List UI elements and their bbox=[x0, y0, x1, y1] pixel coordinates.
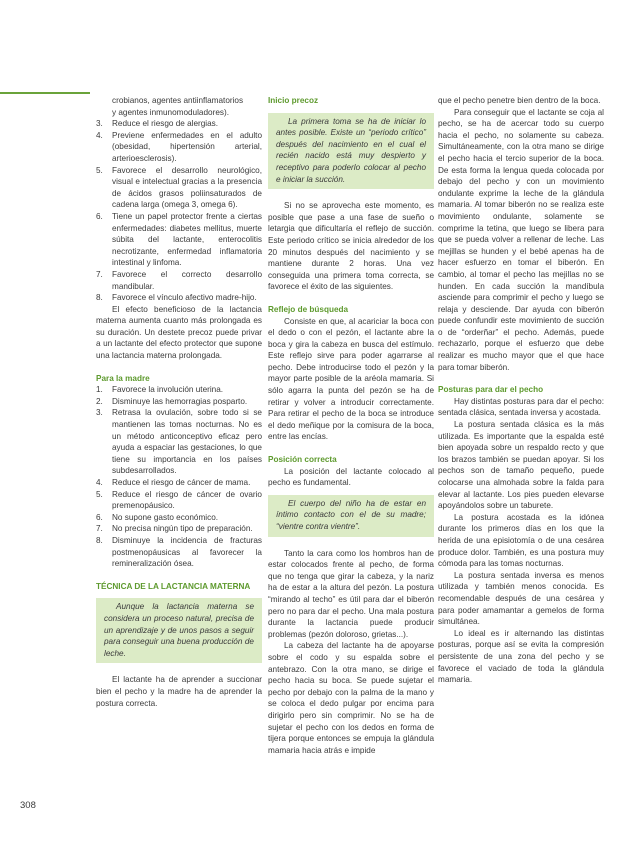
list-item: 5. Favorece el desarrollo neurológico, visual e intelectual gracias a la presencia de ácidos grasos poliinsaturados de cadena larga (omega 3, omega 6). bbox=[96, 165, 262, 210]
paragraph-inicio: Si no se aprovecha este momento, es posible que pase a una fase de sueño o letargia que dificultaría el reflejo de succión. Este periodo crítico se inicia alrededor de los 20 minutos después del nacimiento y se mantiene durante 2 horas. Una vez conseguida una primera toma correcta, se favorece el éxito de las siguientes. bbox=[268, 201, 434, 292]
list-item: 7. Favorece el correcto desarrollo mandibular. bbox=[96, 269, 262, 291]
list-item: 6. No supone gasto económico. bbox=[96, 512, 219, 522]
continuation-line-2: y agentes inmunomoduladores). bbox=[112, 107, 229, 117]
page-number: 308 bbox=[20, 800, 36, 811]
heading-para-la-madre: Para la madre bbox=[96, 373, 150, 383]
heading-inicio-precoz: Inicio precoz bbox=[268, 96, 319, 105]
paragraph-cabeza: La cabeza del lactante ha de apoyarse sobre el codo y su espalda sobre el antebrazo. Con la otra mano, se dirige el pecho hacia su boca. Se puede sujetar el pecho por debajo con la palma de la mano y se coloca el dedo pulgar por encima para dirigirlo pero sin comprimir. No se ha de sujetar el pecho con los dedos en forma de tijera porque entonces se empuja la glándula mamaria hacia atrás e impide bbox=[268, 641, 434, 755]
list-item: 6. Tiene un papel protector frente a ciertas enfermedades: diabetes mellitus, muerte súbita del lactante, enterocolitis necrotizante, enfermedad inflamatoria intestinal y linfoma. bbox=[96, 211, 262, 268]
list-item: 3. Reduce el riesgo de alergias. bbox=[96, 119, 219, 129]
heading-posicion-correcta: Posición correcta bbox=[268, 455, 337, 465]
paragraph-conseguir: Para conseguir que el lactante se coja al pecho, se ha de acercar todo su cuerpo hacia el pecho, no solamente su cabeza. Simultáneamente, con la otra mano se dirige el pecho hacia el tercio superior de la boca. De esta forma la lengua queda colocada por debajo del pecho y con un movimiento ondulante exprime la leche de la glándula mamaria. Al tomar biberón no se realiza este movimiento ondulante, solamente se comprime la tetina, que luego se libera para que se pueda volver a rellenar de leche. Las mejillas se hunden y el bebé apenas ha de hacer esfuerzo en tomar el biberón. En cambio, al tomar el pecho las mejillas no se hunden. En cada succión la mandíbula asciende para comprimir el pecho y luego se relaja y desciende. Dar ayuda con biberón puede confundir este movimiento de succión o de “orderñar” el pecho. Además, puede rechazarlo, porque el esfuerzo que debe realizar es mucho mayor que el que hace para tomar biberón. bbox=[438, 107, 604, 372]
paragraph-lactante: El lactante ha de aprender a succionar bien el pecho y la madre ha de aprender la postura correcta. bbox=[96, 675, 262, 708]
header-accent-rule bbox=[0, 92, 90, 94]
paragraph-continuation: que el pecho penetre bien dentro de la boca. bbox=[438, 96, 601, 105]
highlight-box-inicio bbox=[268, 113, 434, 190]
list-item: 4. Reduce el riesgo de cáncer de mama. bbox=[96, 478, 251, 487]
paragraph-ideal: Lo ideal es ir alternando las distintas posturas, porque así se evita la compresión persistente de una zona del pecho y se favorece el vaciado de toda la glándula mamaria. bbox=[438, 628, 604, 685]
list-item: 7. No precisa ningún tipo de preparación. bbox=[96, 524, 253, 534]
paragraph-reflejo: Consiste en que, al acariciar la boca con el dedo o con el pezón, el lactante abre la boca y gira la cabeza en busca del estímulo. Este reflejo sirve para poder agarrarse al pecho. Debe introducirse todo el pezón y la mayor parte posible de la aréola mamaria. Si sólo agarra la punta del pezón se ha de retirar y volver a introducir correctamente. Para retirar el pecho de la boca se introduce el dedo meñique por la comisura de la boca, entre las encías. bbox=[268, 316, 434, 442]
highlight-text: Aunque la lactancia materna se considera un proceso natural, precisa de un aprendizaje y de unos pasos a seguir para conseguir una buena producción de leche. bbox=[104, 602, 254, 658]
continuation-line-1: crobianos, agentes antiinflamatorios bbox=[112, 96, 244, 105]
list-item: 8. Disminuye la incidencia de fracturas postmenopáusicas al favorecer la remineralización ósea. bbox=[96, 535, 262, 569]
list-item: 2. Disminuye las hemorragias posparto. bbox=[96, 396, 248, 406]
paragraph-posicion: La posición del lactante colocado al pecho es fundamental. bbox=[268, 466, 434, 488]
highlight-text: La primera toma se ha de iniciar lo antes posible. Existe un “periodo crítico” después del nacimiento en el cual el recién nacido está muy despierto y receptivo para poderlo colocar al pecho e iniciar la succión. bbox=[276, 116, 426, 184]
column-middle bbox=[268, 95, 434, 756]
paragraph-sentada-clasica: La postura sentada clásica es la más utilizada. Es importante que la espalda esté bien apoyada sobre un respaldo recto y que los brazos también se puedan apoyar. Si los pechos son de tamaño pequeño, puede colocarse una almohada sobre la falda para elevar al lactante. Los pies pueden elevarse apoyándolos sobre un taburete. bbox=[438, 420, 604, 511]
list-item: 1. Favorece la involución uterina. bbox=[96, 385, 224, 395]
heading-posturas: Posturas para dar el pecho bbox=[438, 385, 544, 395]
highlight-box-tecnica bbox=[96, 598, 262, 663]
benefits-mother-list bbox=[96, 384, 262, 570]
list-item: 8. Favorece el vínculo afectivo madre-hijo. bbox=[96, 293, 257, 303]
paragraph-acostada: La postura acostada es la idónea durante los primeros días en los que la herida de una episiotomía o de una cesárea produce dolor. También, es una postura muy cómoda para las tomas nocturnas. bbox=[438, 512, 604, 569]
paragraph-sentada-inversa: La postura sentada inversa es menos utilizada y también menos conocida. Es recomendable después de una cesárea y para poder amamantar a gemelos de forma simultánea. bbox=[438, 570, 604, 627]
list-item: 4. Previene enfermedades en el adulto (obesidad, hipertensión arterial, arterioesclerosis). bbox=[96, 130, 262, 163]
column-left bbox=[96, 95, 262, 709]
heading-tecnica-lactancia: TÉCNICA DE LA LACTANCIA MATERNA bbox=[96, 581, 251, 591]
paragraph-posturas: Hay distintas posturas para dar el pecho: sentada clásica, sentada inversa y acostada. bbox=[438, 396, 604, 418]
column-right bbox=[438, 95, 604, 686]
benefits-child-list bbox=[96, 118, 262, 304]
list-item: 5. Reduce el riesgo de cáncer de ovario premenopáusico. bbox=[96, 489, 262, 511]
paragraph-cara: Tanto la cara como los hombros han de estar colocados frente al pecho, de forma que no tenga que girar la cabeza, y la nariz ha de estar a la altura del pezón. La postura “mirando al techo” es útil para dar el biberón pero no para dar el pecho. Una mala postura durante la lactancia puede producir problemas (pezón doloroso, grietas...). bbox=[268, 548, 434, 639]
highlight-box-posicion bbox=[268, 495, 434, 537]
heading-reflejo-busqueda: Reflejo de búsqueda bbox=[268, 304, 349, 314]
list-continuation bbox=[96, 95, 262, 118]
highlight-text: El cuerpo del niño ha de estar en íntimo contacto con el de su madre; “vientre contra vientre”. bbox=[276, 498, 426, 531]
paragraph-effect: El efecto beneficioso de la lactancia materna aumenta cuanto más prolongada es su duración. Un destete precoz puede privar a un lactante del efecto protector que supone una lactancia materna prolongada. bbox=[96, 304, 262, 361]
list-item: 3. Retrasa la ovulación, sobre todo si se mantienen las tomas nocturnas. No es un método anticonceptivo eficaz pero ayuda a espaciar las gestaciones, lo que tiene su importancia en los países subdesarrollados. bbox=[96, 408, 262, 476]
